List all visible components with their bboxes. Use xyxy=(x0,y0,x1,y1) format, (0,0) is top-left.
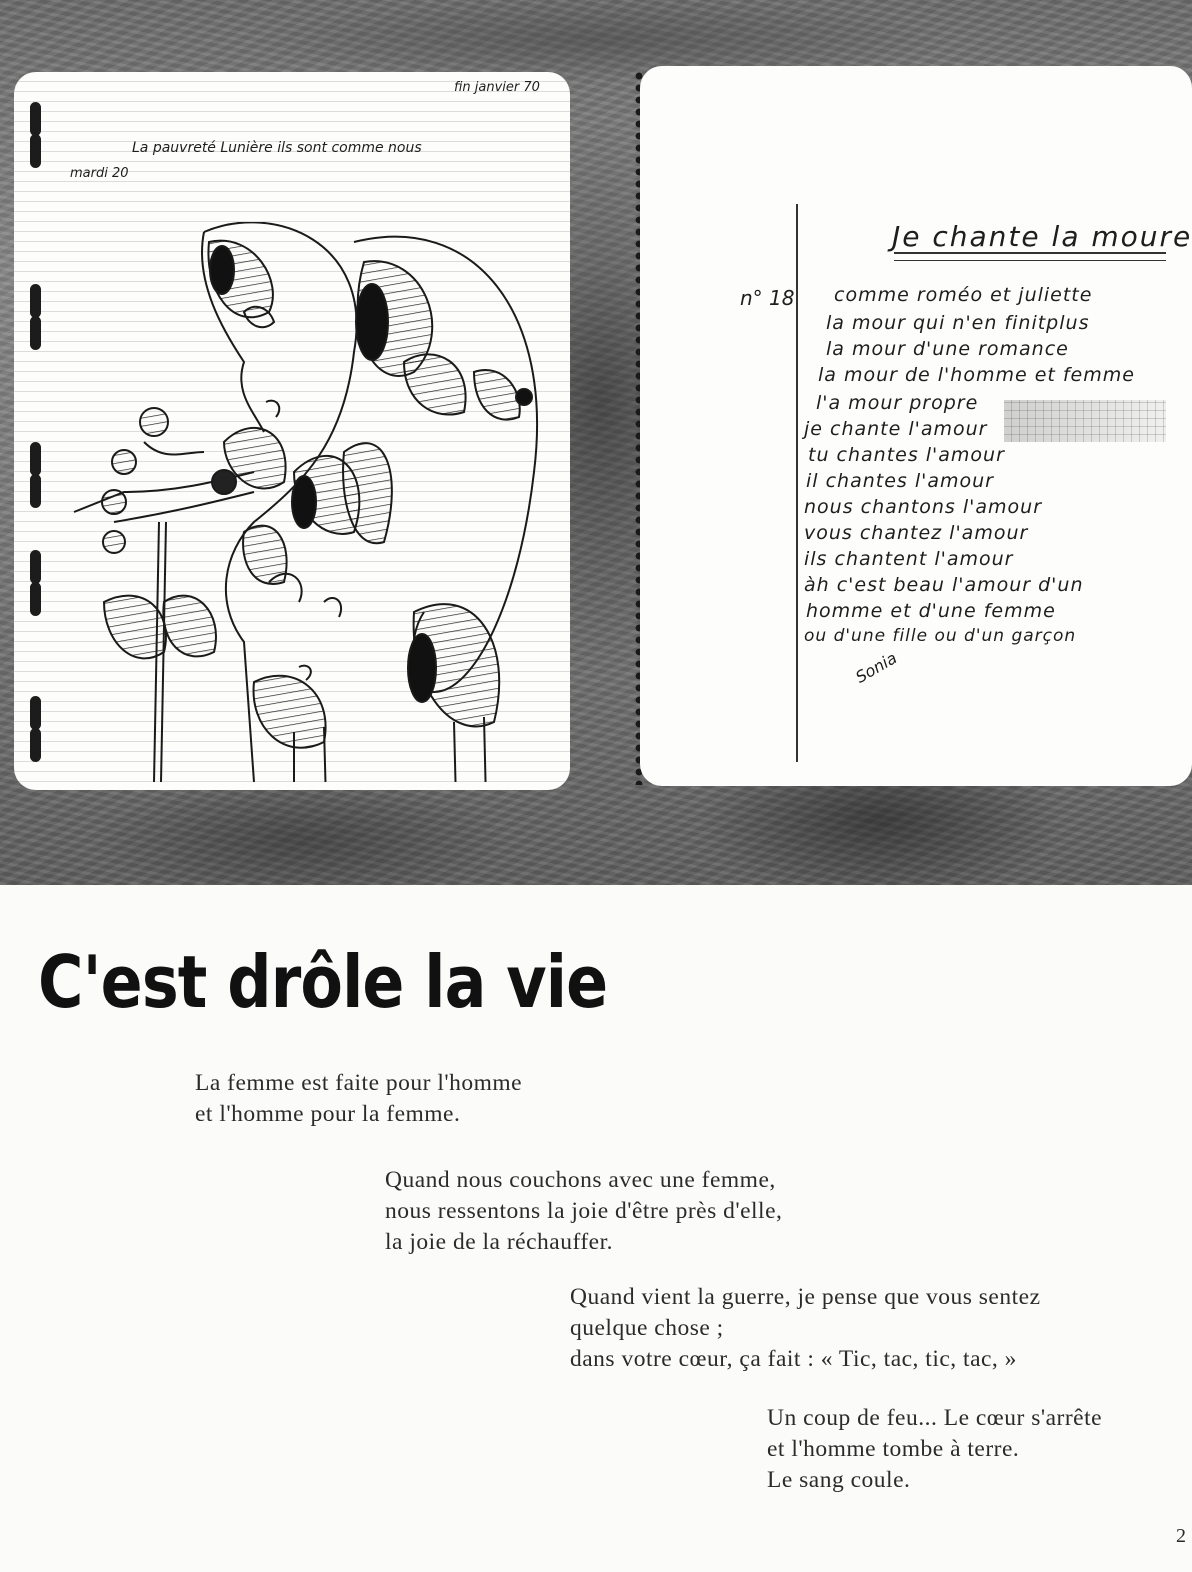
poem-page xyxy=(640,66,1192,786)
drawing-heading: La pauvreté Lunière ils sont comme nous xyxy=(132,140,422,156)
drawing-page xyxy=(14,72,570,790)
stanza-line: La femme est faite pour l'homme xyxy=(195,1070,523,1096)
punch-hole xyxy=(30,102,41,136)
punch-hole xyxy=(30,582,41,616)
stanza-line: Le sang coule. xyxy=(767,1467,911,1493)
punch-hole xyxy=(30,316,41,350)
stanza-line: Quand vient la guerre, je pense que vous sentez xyxy=(570,1284,1041,1310)
poem-title: Je chante la moure xyxy=(892,220,1192,253)
poem-line: homme et d'une femme xyxy=(806,600,1056,622)
stanza-line: quelque chose ; xyxy=(570,1315,724,1341)
stanza-2 xyxy=(385,1165,782,1258)
stanza-line: Quand nous couchons avec une femme, xyxy=(385,1167,776,1193)
punch-hole xyxy=(30,550,41,584)
poem-line: tu chantes l'amour xyxy=(808,444,1005,466)
poem-line: il chantes l'amour xyxy=(806,470,994,492)
stanza-line: et l'homme pour la femme. xyxy=(195,1101,461,1127)
punch-hole xyxy=(30,474,41,508)
child-drawing xyxy=(54,222,554,782)
punch-hole xyxy=(30,284,41,318)
punch-hole xyxy=(30,134,41,168)
poem-line: la mour de l'homme et femme xyxy=(818,364,1135,386)
poem-line: l'a mour propre xyxy=(816,392,979,414)
punch-hole xyxy=(30,728,41,762)
article-title: C'est drôle la vie xyxy=(38,940,608,1024)
punch-hole xyxy=(30,442,41,476)
stanza-line: et l'homme tombe à terre. xyxy=(767,1436,1020,1462)
stanza-line: nous ressentons la joie d'être près d'elle, xyxy=(385,1198,783,1224)
stanza-4 xyxy=(767,1403,1102,1496)
grid-paper-patch xyxy=(1004,400,1166,442)
date-top: fin janvier 70 xyxy=(454,80,540,95)
stanza-line: Un coup de feu... Le cœur s'arrête xyxy=(767,1405,1103,1431)
poem-number: n° 18 xyxy=(740,286,795,310)
poem-line: ou d'une fille ou d'un garçon xyxy=(804,626,1077,646)
poem-line: vous chantez l'amour xyxy=(804,522,1029,544)
stanza-line: dans votre cœur, ça fait : « Tic, tac, tic, tac, » xyxy=(570,1346,1017,1372)
poem-line: je chante l'amour xyxy=(804,418,988,440)
poem-line: la mour d'une romance xyxy=(826,338,1069,360)
stanza-1 xyxy=(195,1068,522,1130)
poem-line: àh c'est beau l'amour d'un xyxy=(804,574,1084,596)
signature: Sonia xyxy=(852,648,901,687)
poem-line: nous chantons l'amour xyxy=(804,496,1043,518)
stanza-line: la joie de la réchauffer. xyxy=(385,1229,614,1255)
poem-line: la mour qui n'en finitplus xyxy=(826,312,1090,334)
poem-line: comme roméo et juliette xyxy=(834,284,1093,306)
punch-hole xyxy=(30,696,41,730)
poem-line: ils chantent l'amour xyxy=(804,548,1014,570)
stanza-3 xyxy=(570,1282,1041,1375)
title-underline xyxy=(894,252,1166,261)
page-number: 2 xyxy=(1176,1525,1186,1547)
date-left: mardi 20 xyxy=(70,166,129,181)
